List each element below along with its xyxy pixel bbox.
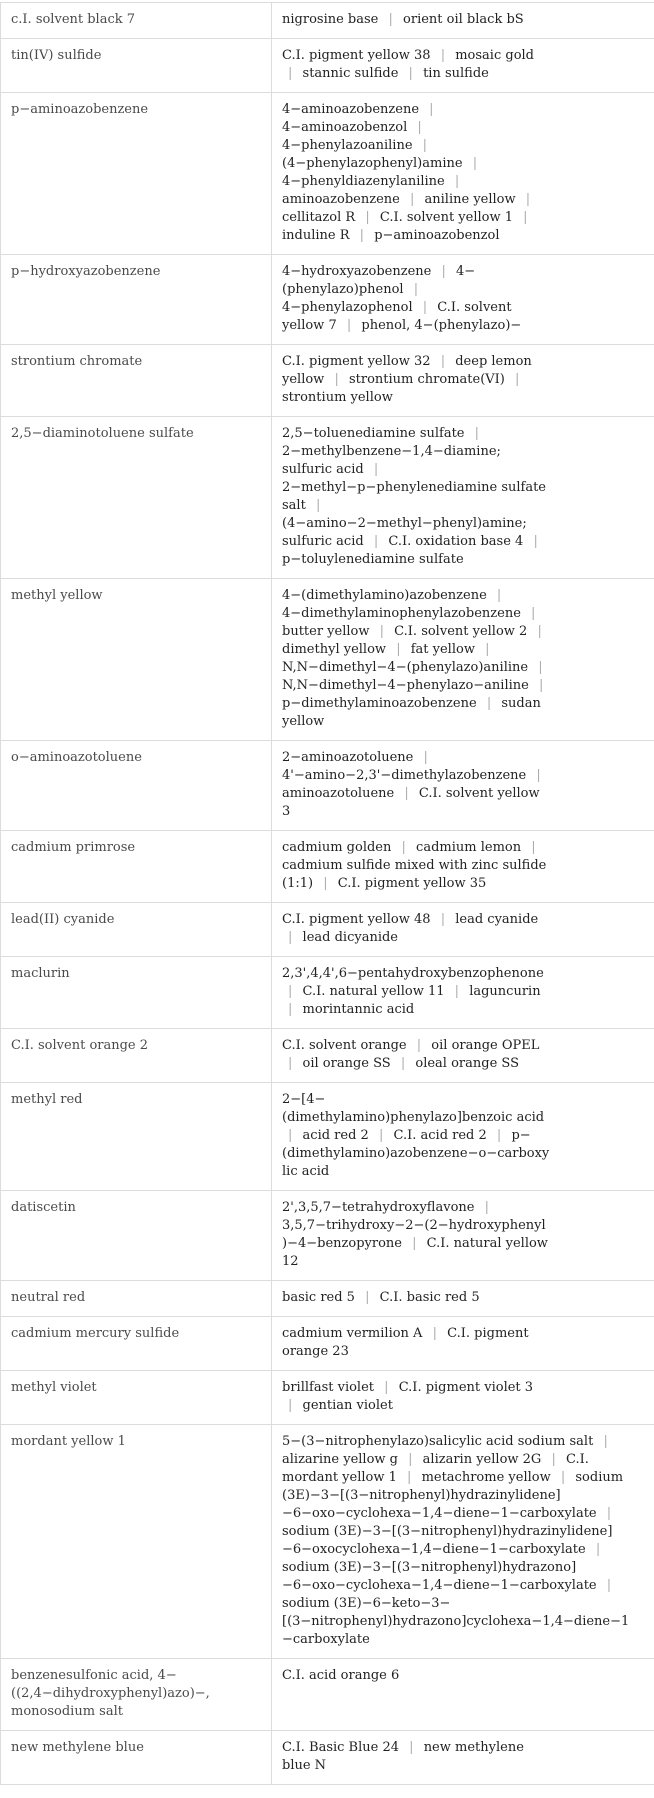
compound-name: c.I. solvent black 7 bbox=[1, 3, 272, 39]
table-row bbox=[1, 1029, 654, 1083]
separator: | bbox=[560, 1470, 566, 1485]
separator: | bbox=[603, 1434, 608, 1449]
separator: | bbox=[440, 912, 446, 927]
compound-name: datiscetin bbox=[1, 1191, 272, 1281]
synonym: 4−hydroxyazobenzene bbox=[282, 264, 432, 279]
synonym: C.I. natural yellow 11 bbox=[302, 984, 445, 999]
synonyms-list bbox=[282, 1091, 550, 1181]
separator: | bbox=[537, 624, 542, 639]
synonym: metachrome yellow bbox=[421, 1470, 551, 1485]
separator: | bbox=[400, 1056, 406, 1071]
synonym: 4−phenylazoaniline bbox=[282, 138, 413, 153]
separator: | bbox=[346, 318, 352, 333]
synonym: C.I. acid orange 6 bbox=[282, 1668, 400, 1683]
table-row bbox=[1, 1317, 654, 1371]
synonym: C.I. oxidation base 4 bbox=[388, 534, 524, 549]
synonym: lead cyanide bbox=[455, 912, 539, 927]
synonyms-cell bbox=[272, 903, 654, 957]
separator: | bbox=[288, 1398, 293, 1413]
separator: | bbox=[396, 642, 401, 657]
synonym-table bbox=[0, 2, 654, 1785]
separator: | bbox=[408, 66, 413, 81]
table-row bbox=[1, 579, 654, 741]
separator: | bbox=[441, 264, 446, 279]
compound-name: o−aminoazotoluene bbox=[1, 741, 272, 831]
compound-name: new methylene blue bbox=[1, 1731, 272, 1785]
synonym: C.I. Basic Blue 24 bbox=[282, 1740, 400, 1755]
compound-name: neutral red bbox=[1, 1281, 272, 1317]
synonym: morintannic acid bbox=[302, 1002, 415, 1017]
separator: | bbox=[413, 282, 419, 297]
synonym: 2−methyl−p−phenylenediamine sulfate salt bbox=[282, 480, 547, 513]
separator: | bbox=[373, 462, 379, 477]
compound-name: cadmium mercury sulfide bbox=[1, 1317, 272, 1371]
compound-name: C.I. solvent orange 2 bbox=[1, 1029, 272, 1083]
separator: | bbox=[606, 1506, 612, 1521]
separator: | bbox=[595, 1542, 601, 1557]
compound-name: mordant yellow 1 bbox=[1, 1425, 272, 1659]
synonym: C.I. pigment yellow 32 bbox=[282, 354, 431, 369]
synonym: C.I. pigment violet 3 bbox=[398, 1380, 534, 1395]
separator: | bbox=[401, 840, 406, 855]
synonyms-list bbox=[282, 1433, 637, 1649]
synonyms-cell bbox=[272, 417, 654, 579]
synonyms-list bbox=[282, 965, 550, 1019]
synonym: 4−(dimethylamino)azobenzene bbox=[282, 588, 487, 603]
synonym: lead dicyanide bbox=[302, 930, 398, 945]
synonyms-list bbox=[282, 11, 550, 29]
synonym: 4−phenyldiazenylaniline bbox=[282, 174, 445, 189]
separator: | bbox=[496, 1128, 502, 1143]
table-row bbox=[1, 1191, 654, 1281]
synonym: C.I. basic red 5 bbox=[379, 1290, 480, 1305]
synonym: C.I. acid red 2 bbox=[393, 1128, 487, 1143]
synonym: phenol, 4−(phenylazo)− bbox=[361, 318, 522, 333]
separator: | bbox=[531, 840, 536, 855]
synonym: N,N−dimethyl−4−(phenylazo)aniline bbox=[282, 660, 529, 675]
synonyms-cell bbox=[272, 741, 654, 831]
synonym: C.I. pigment orange 23 bbox=[282, 1326, 529, 1359]
table-row bbox=[1, 957, 654, 1029]
table-row bbox=[1, 903, 654, 957]
separator: | bbox=[440, 48, 446, 63]
synonym: (4−phenylazophenyl)amine bbox=[282, 156, 463, 171]
table-row bbox=[1, 39, 654, 93]
separator: | bbox=[422, 300, 428, 315]
synonyms-cell bbox=[272, 1371, 654, 1425]
separator: | bbox=[373, 534, 379, 549]
separator: | bbox=[288, 1002, 293, 1017]
compound-name: maclurin bbox=[1, 957, 272, 1029]
table-row bbox=[1, 93, 654, 255]
synonym: 2−aminoazotoluene bbox=[282, 750, 414, 765]
synonyms-cell bbox=[272, 1317, 654, 1371]
separator: | bbox=[288, 984, 293, 999]
separator: | bbox=[523, 210, 528, 225]
synonym: C.I. solvent yellow 7 bbox=[282, 300, 512, 333]
synonyms-cell bbox=[272, 345, 654, 417]
separator: | bbox=[454, 174, 460, 189]
separator: | bbox=[388, 12, 393, 27]
synonyms-cell bbox=[272, 255, 654, 345]
separator: | bbox=[404, 786, 409, 801]
separator: | bbox=[538, 678, 544, 693]
synonym: p−aminoazobenzol bbox=[374, 228, 500, 243]
compound-name: 2,5−diaminotoluene sulfate bbox=[1, 417, 272, 579]
synonym: (4−amino−2−methyl−phenyl)amine; sulfuric acid bbox=[282, 516, 527, 549]
separator: | bbox=[416, 1038, 422, 1053]
synonym: induline R bbox=[282, 228, 350, 243]
separator: | bbox=[408, 1452, 413, 1467]
synonym: C.I. natural yellow 12 bbox=[282, 1236, 548, 1269]
synonyms-cell bbox=[272, 39, 654, 93]
separator: | bbox=[315, 498, 321, 513]
synonym: cellitazol R bbox=[282, 210, 356, 225]
table-row bbox=[1, 345, 654, 417]
synonym: acid red 2 bbox=[302, 1128, 369, 1143]
separator: | bbox=[423, 750, 428, 765]
separator: | bbox=[484, 1200, 489, 1215]
synonym: aminoazobenzene bbox=[282, 192, 400, 207]
synonyms-list bbox=[282, 425, 550, 569]
synonym: sudan yellow bbox=[282, 696, 541, 729]
synonym: p−toluylenediamine sulfate bbox=[282, 552, 464, 567]
synonyms-cell bbox=[272, 1659, 654, 1731]
compound-name: tin(IV) sulfide bbox=[1, 39, 272, 93]
separator: | bbox=[432, 1326, 437, 1341]
synonyms-cell bbox=[272, 1029, 654, 1083]
synonyms-list bbox=[282, 749, 550, 821]
synonym: C.I. solvent yellow 3 bbox=[282, 786, 540, 819]
separator: | bbox=[525, 192, 531, 207]
synonyms-cell bbox=[272, 93, 654, 255]
table-row bbox=[1, 1425, 654, 1659]
separator: | bbox=[496, 588, 502, 603]
table-body bbox=[1, 3, 654, 1785]
synonym: oil orange OPEL bbox=[431, 1038, 540, 1053]
synonym: sodium (3E)−3−[(3−nitrophenyl)hydrazinylidene]−6−oxocyclohexa−1,4−diene−1−carboxylate bbox=[282, 1524, 613, 1557]
synonym: 2,3',4,4',6−pentahydroxybenzophenone bbox=[282, 966, 544, 981]
synonym: new methylene blue N bbox=[282, 1740, 524, 1773]
synonym: C.I. solvent yellow 1 bbox=[379, 210, 514, 225]
synonym: cadmium lemon bbox=[416, 840, 522, 855]
synonym: stannic sulfide bbox=[302, 66, 399, 81]
synonym: aniline yellow bbox=[424, 192, 516, 207]
synonym: basic red 5 bbox=[282, 1290, 355, 1305]
separator: | bbox=[417, 120, 422, 135]
compound-name: methyl violet bbox=[1, 1371, 272, 1425]
synonym: orient oil black bS bbox=[403, 12, 524, 27]
synonyms-list bbox=[282, 1667, 550, 1685]
synonym: butter yellow bbox=[282, 624, 370, 639]
synonyms-list bbox=[282, 1379, 550, 1415]
synonyms-cell bbox=[272, 957, 654, 1029]
separator: | bbox=[409, 1740, 414, 1755]
separator: | bbox=[538, 660, 543, 675]
synonym: aminoazotoluene bbox=[282, 786, 395, 801]
synonyms-list bbox=[282, 1325, 550, 1361]
table-row bbox=[1, 1371, 654, 1425]
synonyms-list bbox=[282, 1289, 550, 1307]
synonym: C.I. pigment yellow 35 bbox=[337, 876, 487, 891]
table-row bbox=[1, 1083, 654, 1191]
synonym: tin sulfide bbox=[423, 66, 489, 81]
separator: | bbox=[472, 156, 478, 171]
synonym: 2',3,5,7−tetrahydroxyflavone bbox=[282, 1200, 475, 1215]
separator: | bbox=[536, 768, 541, 783]
table-row bbox=[1, 417, 654, 579]
synonym: alizarine yellow g bbox=[282, 1452, 398, 1467]
synonyms-list bbox=[282, 47, 550, 83]
separator: | bbox=[485, 642, 490, 657]
synonyms-list bbox=[282, 263, 550, 335]
synonyms-cell bbox=[272, 1731, 654, 1785]
synonyms-list bbox=[282, 353, 550, 407]
compound-name: strontium chromate bbox=[1, 345, 272, 417]
synonym: fat yellow bbox=[410, 642, 475, 657]
compound-name: benzenesulfonic acid, 4−((2,4−dihydroxyphenyl)azo)−, monosodium salt bbox=[1, 1659, 272, 1731]
synonyms-cell bbox=[272, 3, 654, 39]
separator: | bbox=[422, 138, 428, 153]
synonym: C.I. solvent orange bbox=[282, 1038, 407, 1053]
separator: | bbox=[606, 1578, 612, 1593]
compound-name: p−hydroxyazobenzene bbox=[1, 255, 272, 345]
compound-name: methyl red bbox=[1, 1083, 272, 1191]
separator: | bbox=[429, 102, 434, 117]
synonyms-list bbox=[282, 101, 550, 245]
synonym: C.I. pigment yellow 48 bbox=[282, 912, 431, 927]
synonyms-list bbox=[282, 1739, 550, 1775]
separator: | bbox=[551, 1452, 556, 1467]
table-row bbox=[1, 255, 654, 345]
synonym: 4−aminoazobenzene bbox=[282, 102, 420, 117]
synonym: 4−aminoazobenzol bbox=[282, 120, 408, 135]
separator: | bbox=[334, 372, 339, 387]
separator: | bbox=[515, 372, 520, 387]
separator: | bbox=[288, 66, 293, 81]
separator: | bbox=[474, 426, 480, 441]
separator: | bbox=[407, 1470, 412, 1485]
synonym: C.I. mordant yellow 1 bbox=[282, 1452, 589, 1485]
compound-name: methyl yellow bbox=[1, 579, 272, 741]
synonyms-list bbox=[282, 911, 550, 947]
separator: | bbox=[384, 1380, 389, 1395]
separator: | bbox=[412, 1236, 417, 1251]
separator: | bbox=[533, 534, 538, 549]
compound-name: p−aminoazobenzene bbox=[1, 93, 272, 255]
separator: | bbox=[410, 192, 415, 207]
separator: | bbox=[378, 1128, 384, 1143]
synonym: 4−dimethylaminophenylazobenzene bbox=[282, 606, 521, 621]
synonym: mosaic gold bbox=[455, 48, 535, 63]
synonym: 2,5−toluenediamine sulfate bbox=[282, 426, 465, 441]
separator: | bbox=[288, 930, 293, 945]
synonym: sodium (3E)−3−[(3−nitrophenyl)hydrazinylidene]−6−oxo−cyclohexa−1,4−diene−1−carboxylate bbox=[282, 1470, 624, 1521]
synonyms-list bbox=[282, 839, 550, 893]
compound-name: lead(II) cyanide bbox=[1, 903, 272, 957]
separator: | bbox=[379, 624, 385, 639]
table-row bbox=[1, 831, 654, 903]
synonyms-cell bbox=[272, 1281, 654, 1317]
synonym: cadmium vermilion A bbox=[282, 1326, 423, 1341]
synonyms-cell bbox=[272, 1425, 654, 1659]
synonym: oleal orange SS bbox=[415, 1056, 519, 1071]
separator: | bbox=[323, 876, 328, 891]
synonym: 4−(phenylazo)phenol bbox=[282, 264, 476, 297]
synonyms-cell bbox=[272, 831, 654, 903]
synonyms-list bbox=[282, 1199, 550, 1271]
synonym: 5−(3−nitrophenylazo)salicylic acid sodium salt bbox=[282, 1434, 594, 1449]
table-row bbox=[1, 741, 654, 831]
synonyms-cell bbox=[272, 1083, 654, 1191]
synonym: C.I. solvent yellow 2 bbox=[394, 624, 528, 639]
synonym: alizarin yellow 2G bbox=[422, 1452, 542, 1467]
table-row bbox=[1, 1659, 654, 1731]
synonyms-list bbox=[282, 1037, 550, 1073]
synonym: sodium (3E)−6−keto−3−[(3−nitrophenyl)hydrazono]cyclohexa−1,4−diene−1−carboxylate bbox=[282, 1596, 630, 1647]
synonyms-cell bbox=[272, 1191, 654, 1281]
synonym: oil orange SS bbox=[302, 1056, 391, 1071]
synonyms-cell bbox=[272, 579, 654, 741]
synonym: gentian violet bbox=[302, 1398, 393, 1413]
separator: | bbox=[486, 696, 492, 711]
synonym: p−(dimethylamino)azobenzene−o−carboxylic acid bbox=[282, 1128, 550, 1179]
synonym: nigrosine base bbox=[282, 12, 379, 27]
separator: | bbox=[359, 228, 365, 243]
separator: | bbox=[531, 606, 536, 621]
synonym: C.I. pigment yellow 38 bbox=[282, 48, 431, 63]
synonym: cadmium sulfide mixed with zinc sulfide (1:1) bbox=[282, 858, 547, 891]
synonym: laguncurin bbox=[469, 984, 541, 999]
separator: | bbox=[288, 1128, 293, 1143]
synonym: 4−phenylazophenol bbox=[282, 300, 413, 315]
synonym: cadmium golden bbox=[282, 840, 392, 855]
synonym: N,N−dimethyl−4−phenylazo−aniline bbox=[282, 678, 529, 693]
synonym: brillfast violet bbox=[282, 1380, 375, 1395]
separator: | bbox=[365, 1290, 370, 1305]
synonym: 2−methylbenzene−1,4−diamine; sulfuric acid bbox=[282, 444, 501, 477]
synonym: strontium yellow bbox=[282, 390, 393, 405]
synonym: deep lemon yellow bbox=[282, 354, 532, 387]
synonym: sodium (3E)−3−[(3−nitrophenyl)hydrazono]−6−oxo−cyclohexa−1,4−diene−1−carboxylate bbox=[282, 1560, 597, 1593]
synonym: dimethyl yellow bbox=[282, 642, 387, 657]
table-row bbox=[1, 3, 654, 39]
separator: | bbox=[288, 1056, 293, 1071]
synonym: p−dimethylaminoazobenzene bbox=[282, 696, 477, 711]
synonym: 2−[4−(dimethylamino)phenylazo]benzoic acid bbox=[282, 1092, 545, 1125]
synonym: strontium chromate(VI) bbox=[348, 372, 505, 387]
synonym: 4'−amino−2,3'−dimethylazobenzene bbox=[282, 768, 527, 783]
synonyms-list bbox=[282, 587, 550, 731]
table-row bbox=[1, 1281, 654, 1317]
table-row bbox=[1, 1731, 654, 1785]
synonym: 3,5,7−trihydroxy−2−(2−hydroxyphenyl)−4−benzopyrone bbox=[282, 1218, 546, 1251]
compound-name: cadmium primrose bbox=[1, 831, 272, 903]
separator: | bbox=[454, 984, 460, 999]
separator: | bbox=[365, 210, 370, 225]
separator: | bbox=[440, 354, 446, 369]
